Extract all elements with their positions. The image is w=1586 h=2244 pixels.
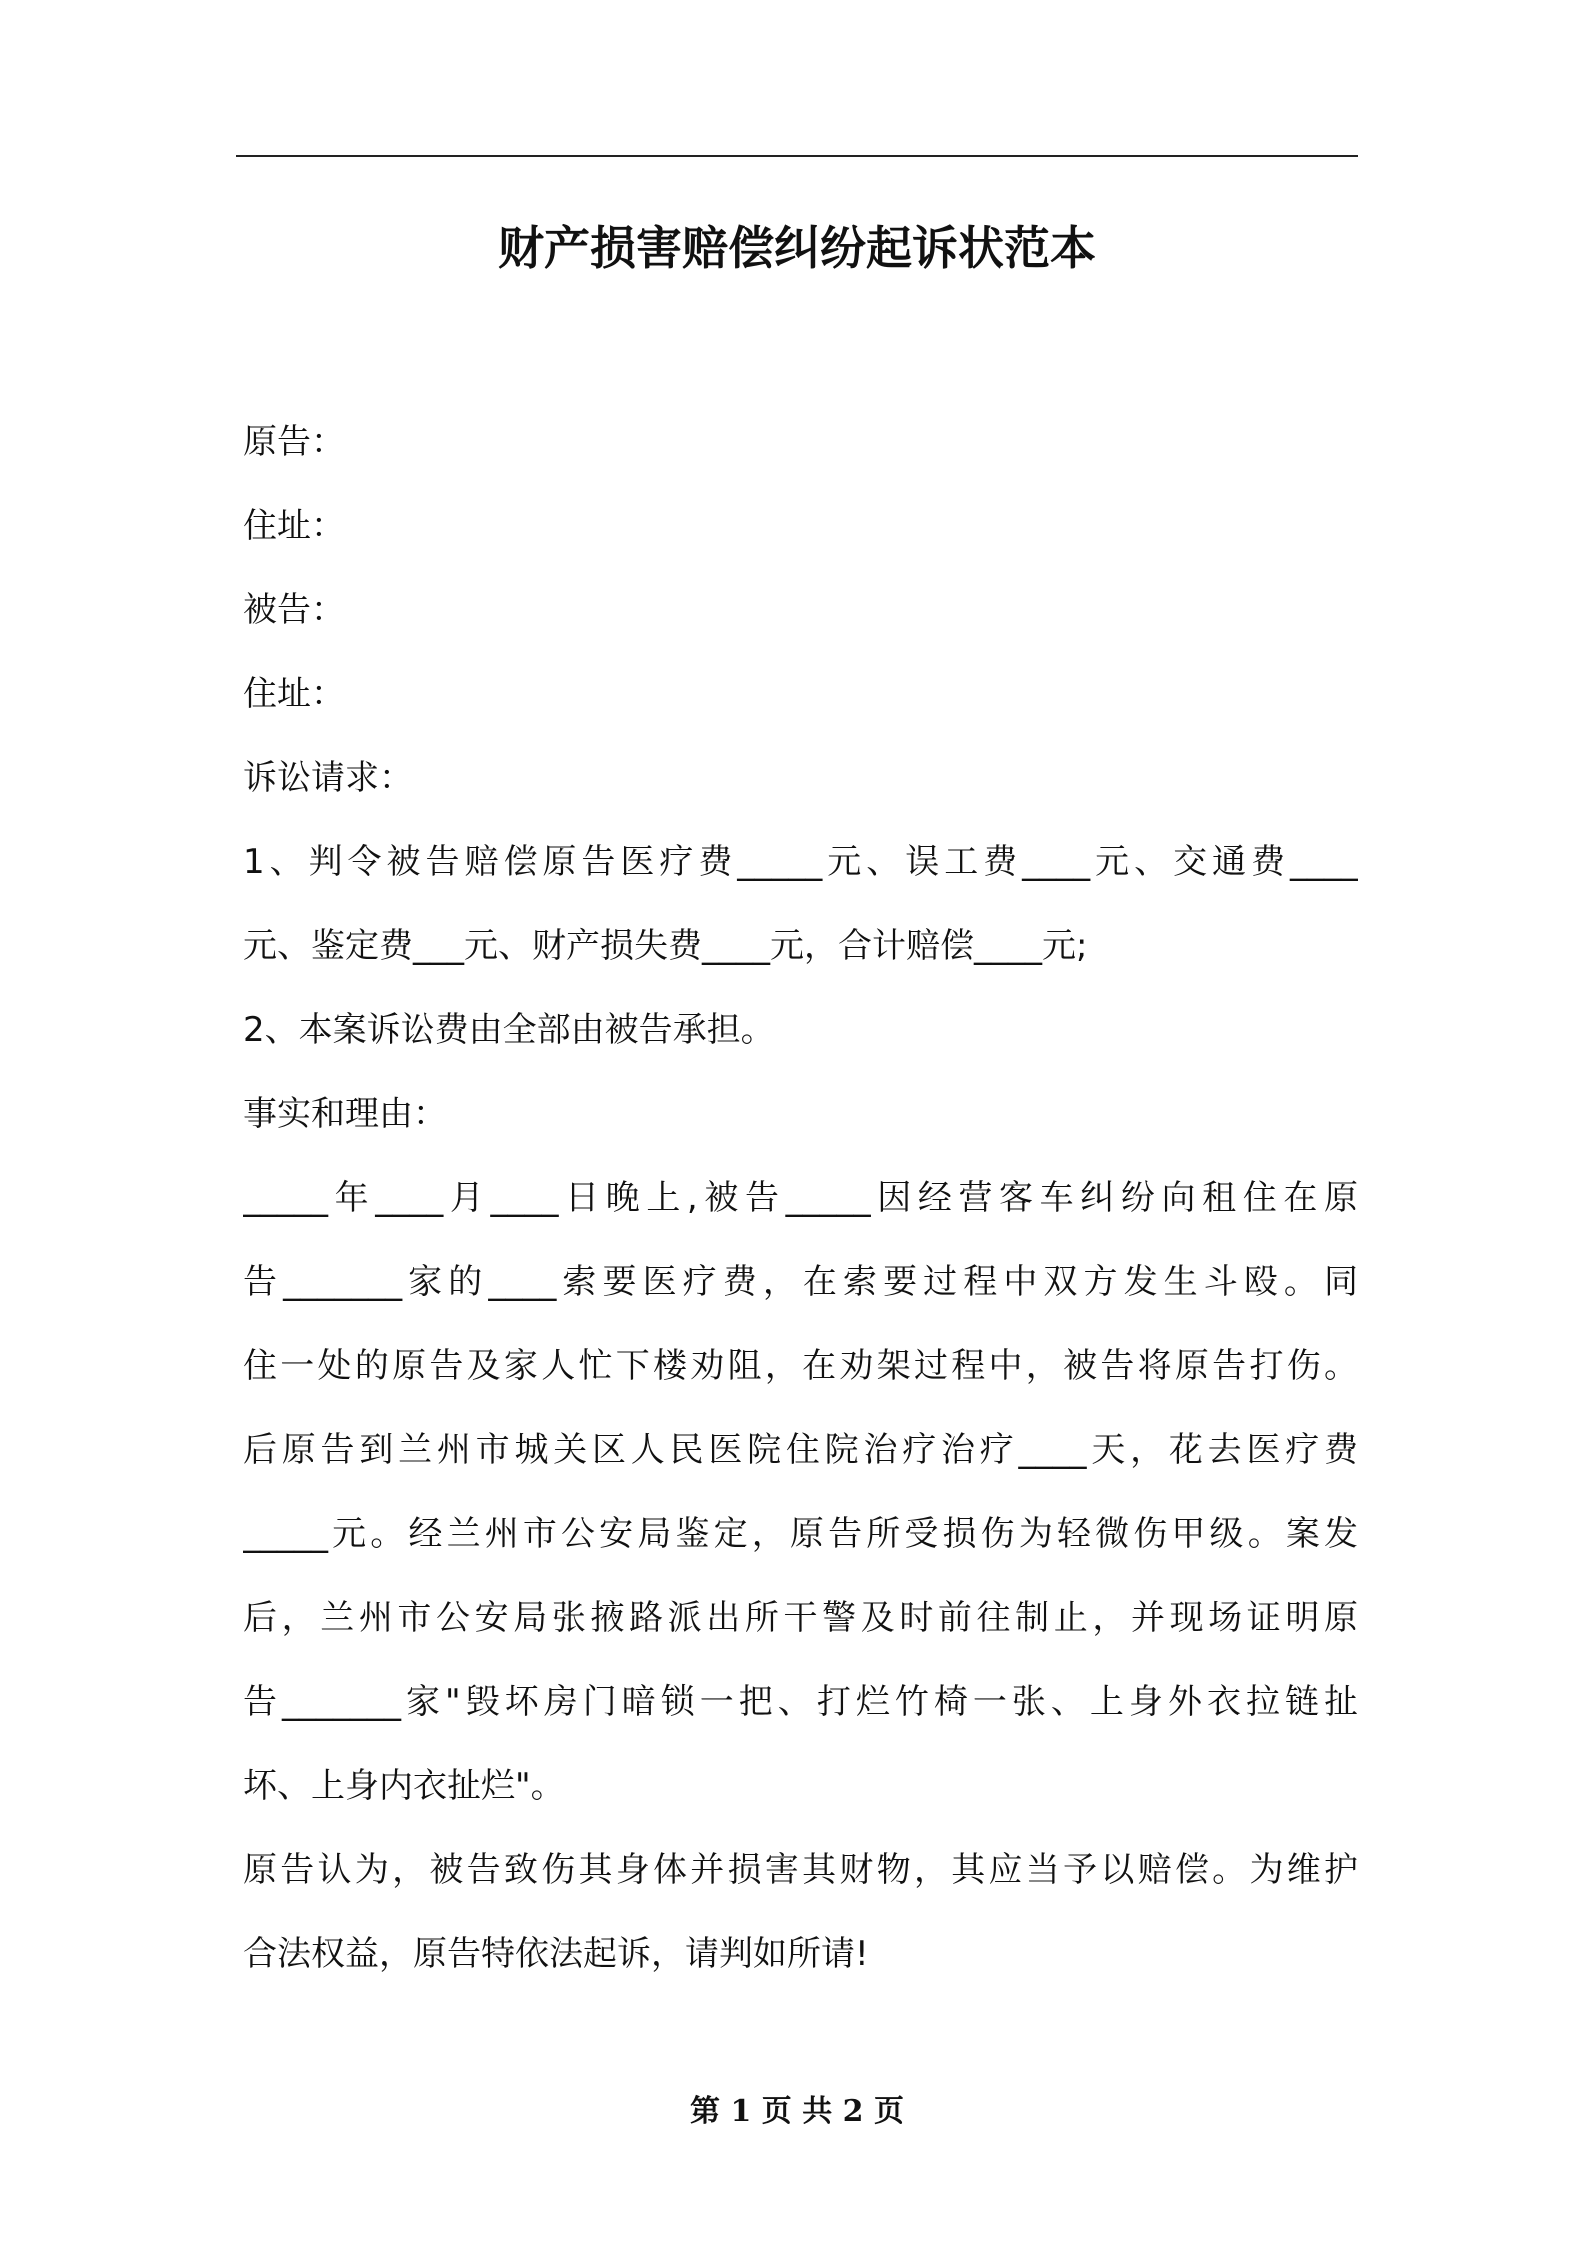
- conclusion-line-2: 合法权益，原告特依法起诉，请判如所请!: [243, 1934, 869, 1974]
- facts-line-7: 告_______家"毁坏房门暗锁一把、打烂竹椅一张、上身外衣拉链扯: [243, 1682, 1358, 1722]
- claims-heading: 诉讼请求：: [243, 758, 413, 798]
- facts-line-2: 告_______家的____索要医疗费，在索要过程中双方发生斗殴。同: [243, 1262, 1358, 1302]
- facts-line-8: 坏、上身内衣扯烂"。: [243, 1766, 565, 1806]
- claim-1-line-2: 元、鉴定费___元、财产损失费____元，合计赔偿____元;: [243, 926, 1088, 966]
- facts-line-4: 后原告到兰州市城关区人民医院住院治疗治疗____天，花去医疗费: [243, 1430, 1358, 1470]
- facts-line-1: _____年____月____日晚上,被告_____因经营客车纠纷向租住在原: [243, 1178, 1358, 1218]
- page-number: 第 1 页 共 2 页: [690, 2094, 904, 2129]
- facts-heading: 事实和理由：: [243, 1094, 447, 1134]
- claim-1-line-1: 1、判令被告赔偿原告医疗费_____元、误工费____元、交通费____: [243, 842, 1358, 882]
- facts-line-3: 住一处的原告及家人忙下楼劝阻，在劝架过程中，被告将原告打伤。: [243, 1346, 1358, 1386]
- conclusion-line-1: 原告认为，被告致伤其身体并损害其财物，其应当予以赔偿。为维护: [243, 1850, 1358, 1890]
- defendant-label: 被告：: [243, 590, 345, 630]
- facts-line-6: 后，兰州市公安局张掖路派出所干警及时前往制止，并现场证明原: [243, 1598, 1358, 1638]
- plaintiff-address-label: 住址：: [243, 506, 345, 546]
- facts-line-5: _____元。经兰州市公安局鉴定，原告所受损伤为轻微伤甲级。案发: [243, 1514, 1358, 1554]
- plaintiff-label: 原告：: [243, 422, 345, 462]
- claim-2: 2、本案诉讼费由全部由被告承担。: [243, 1010, 775, 1050]
- header-rule: [236, 155, 1358, 157]
- defendant-address-label: 住址：: [243, 674, 345, 714]
- document-title: 财产损害赔偿纠纷起诉状范本: [498, 221, 1096, 275]
- document-body: [243, 400, 1358, 1996]
